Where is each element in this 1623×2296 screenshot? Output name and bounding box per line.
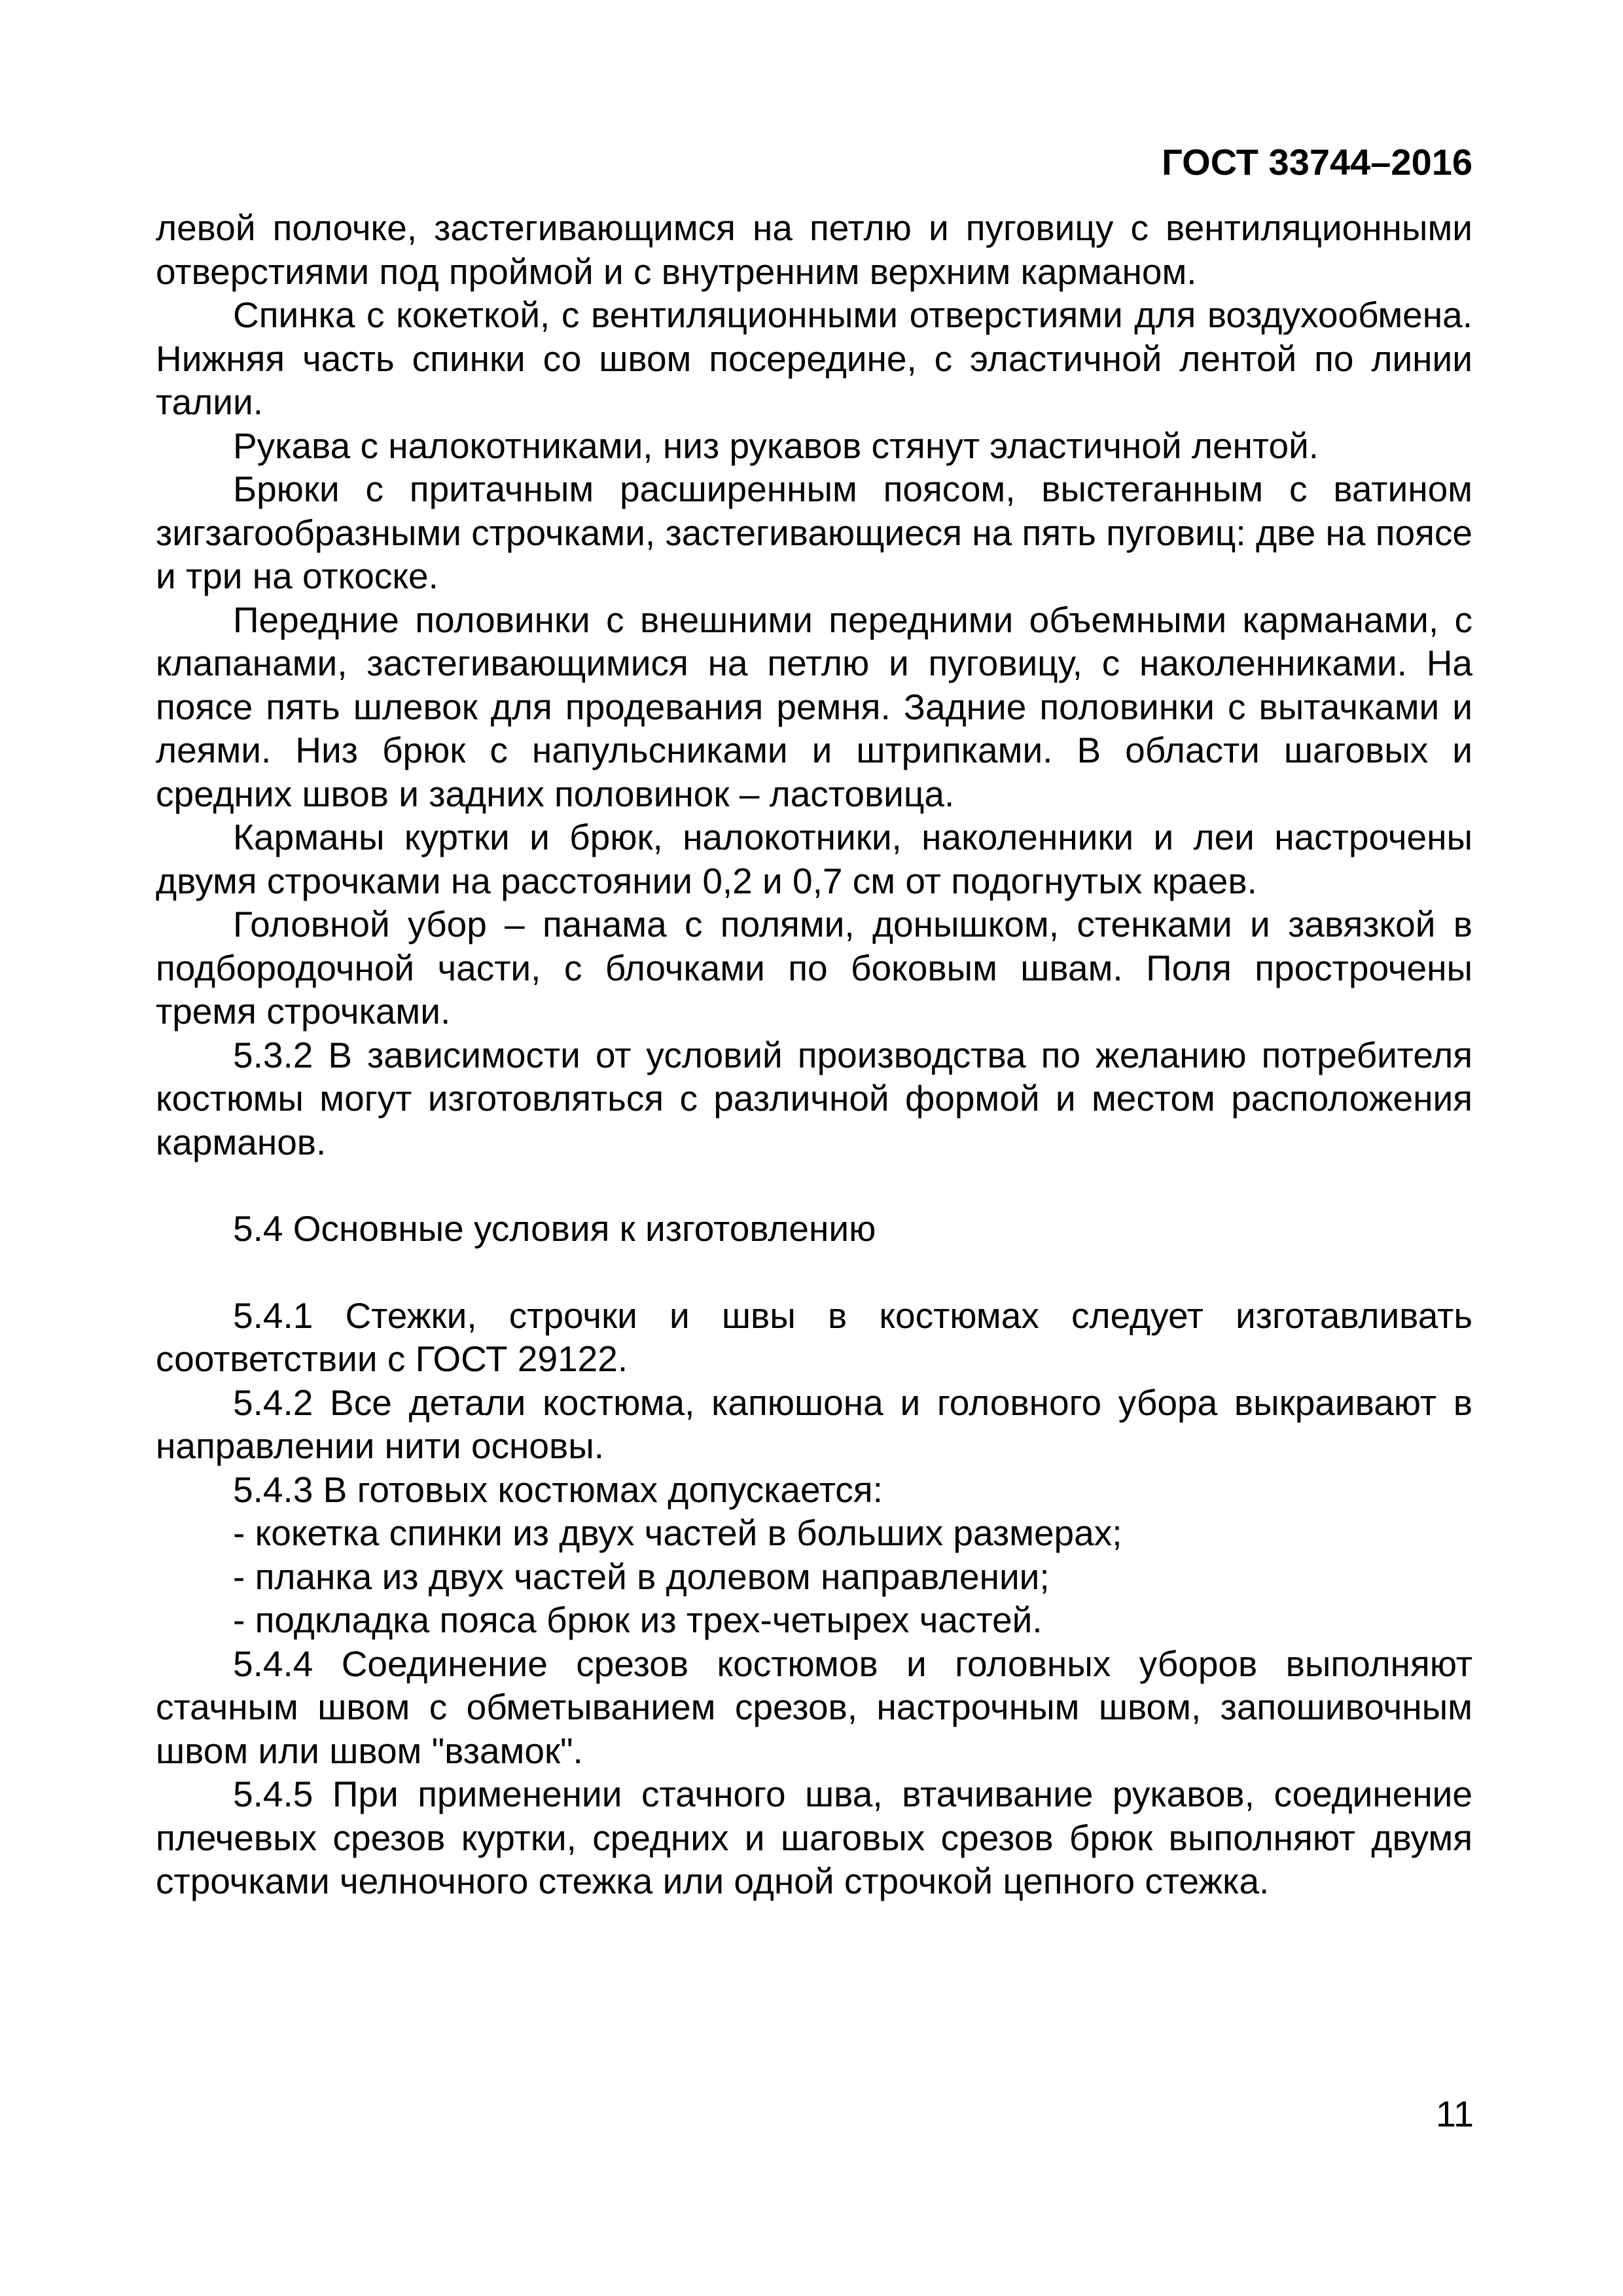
spacer [156, 1164, 1472, 1207]
paragraph-5-4-5: 5.4.5 При применении стачного шва, втачивание рукавов, соединение плечевых срезов куртки, средних и шаговых срезов брюк выполняют двумя строчками челночного стежка или одной строчкой цепного стежка. [156, 1774, 1472, 1901]
paragraph-back: Спинка с кокеткой, с вентиляционными отверстиями для воздухообмена. Нижняя часть спинки со швом посередине, с эластичной лентой по линии талии. [156, 295, 1472, 422]
paragraph-5-4-2: 5.4.2 Все детали костюма, капюшона и головного убора выкраивают в направлении нити основы. [156, 1382, 1472, 1466]
paragraph-5-3-2: 5.3.2 В зависимости от условий производства по желанию потребителя костюмы могут изготовляться с различной формой и местом расположения карманов. [156, 1034, 1472, 1162]
spacer [156, 1251, 1472, 1294]
paragraph-trousers: Брюки с притачным расширенным поясом, выстеганным с ватином зигзагообразными строчками, застегивающиеся на пять пуговиц: две на поясе и три на откоске. [156, 469, 1473, 596]
paragraph-pockets: Карманы куртки и брюк, налокотники, наколенники и леи настрочены двумя строчками на расстоянии 0,2 и 0,7 см от подогнутых краев. [156, 817, 1472, 901]
paragraph-5-4-4: 5.4.4 Соединение срезов костюмов и головных уборов выполняют стачным швом с обметыванием срезов, настрочным швом, запошивочным швом или швом "взамок". [156, 1643, 1472, 1771]
paragraph-left-shelf: левой полочке, застегивающимся на петлю и пуговицу с вентиляционными отверстиями под проймой и с внутренним верхним карманом. [156, 207, 1472, 292]
page-number: 11 [1435, 2093, 1474, 2134]
document-code: ГОСТ 33744–2016 [1162, 141, 1472, 183]
list-item: - планка из двух частей в долевом направлении; [233, 1556, 1050, 1597]
paragraph-5-4-1: 5.4.1 Стежки, строчки и швы в костюмах следует изготавливать соответствии с ГОСТ 29122. [156, 1295, 1472, 1379]
list-item: - кокетка спинки из двух частей в больших размерах; [233, 1513, 1122, 1553]
list-item: - подкладка пояса брюк из трех-четырех частей. [233, 1600, 1043, 1640]
page-body [156, 206, 1472, 1903]
section-heading-5-4: 5.4 Основные условия к изготовлению [233, 1208, 876, 1249]
paragraph-headwear: Головной убор – панама с полями, донышком, стенками и завязкой в подбородочной части, с блочками по боковым швам. Поля прострочены тремя строчками. [156, 904, 1472, 1031]
paragraph-5-4-3: 5.4.3 В готовых костюмах допускается: [233, 1469, 883, 1510]
paragraph-front-halves: Передние половинки с внешними передними объемными карманами, с клапанами, застегивающимися на петлю и пуговицу, с наколенниками. На поясе пять шлевок для продевания ремня. Задние половинки с вытачками и леями. Низ брюк с напульсниками и штрипками. В области шаговых и средних швов и задних половинок – ластовица. [156, 599, 1472, 814]
paragraph-sleeves: Рукава с налокотниками, низ рукавов стянут эластичной лентой. [233, 425, 1319, 466]
